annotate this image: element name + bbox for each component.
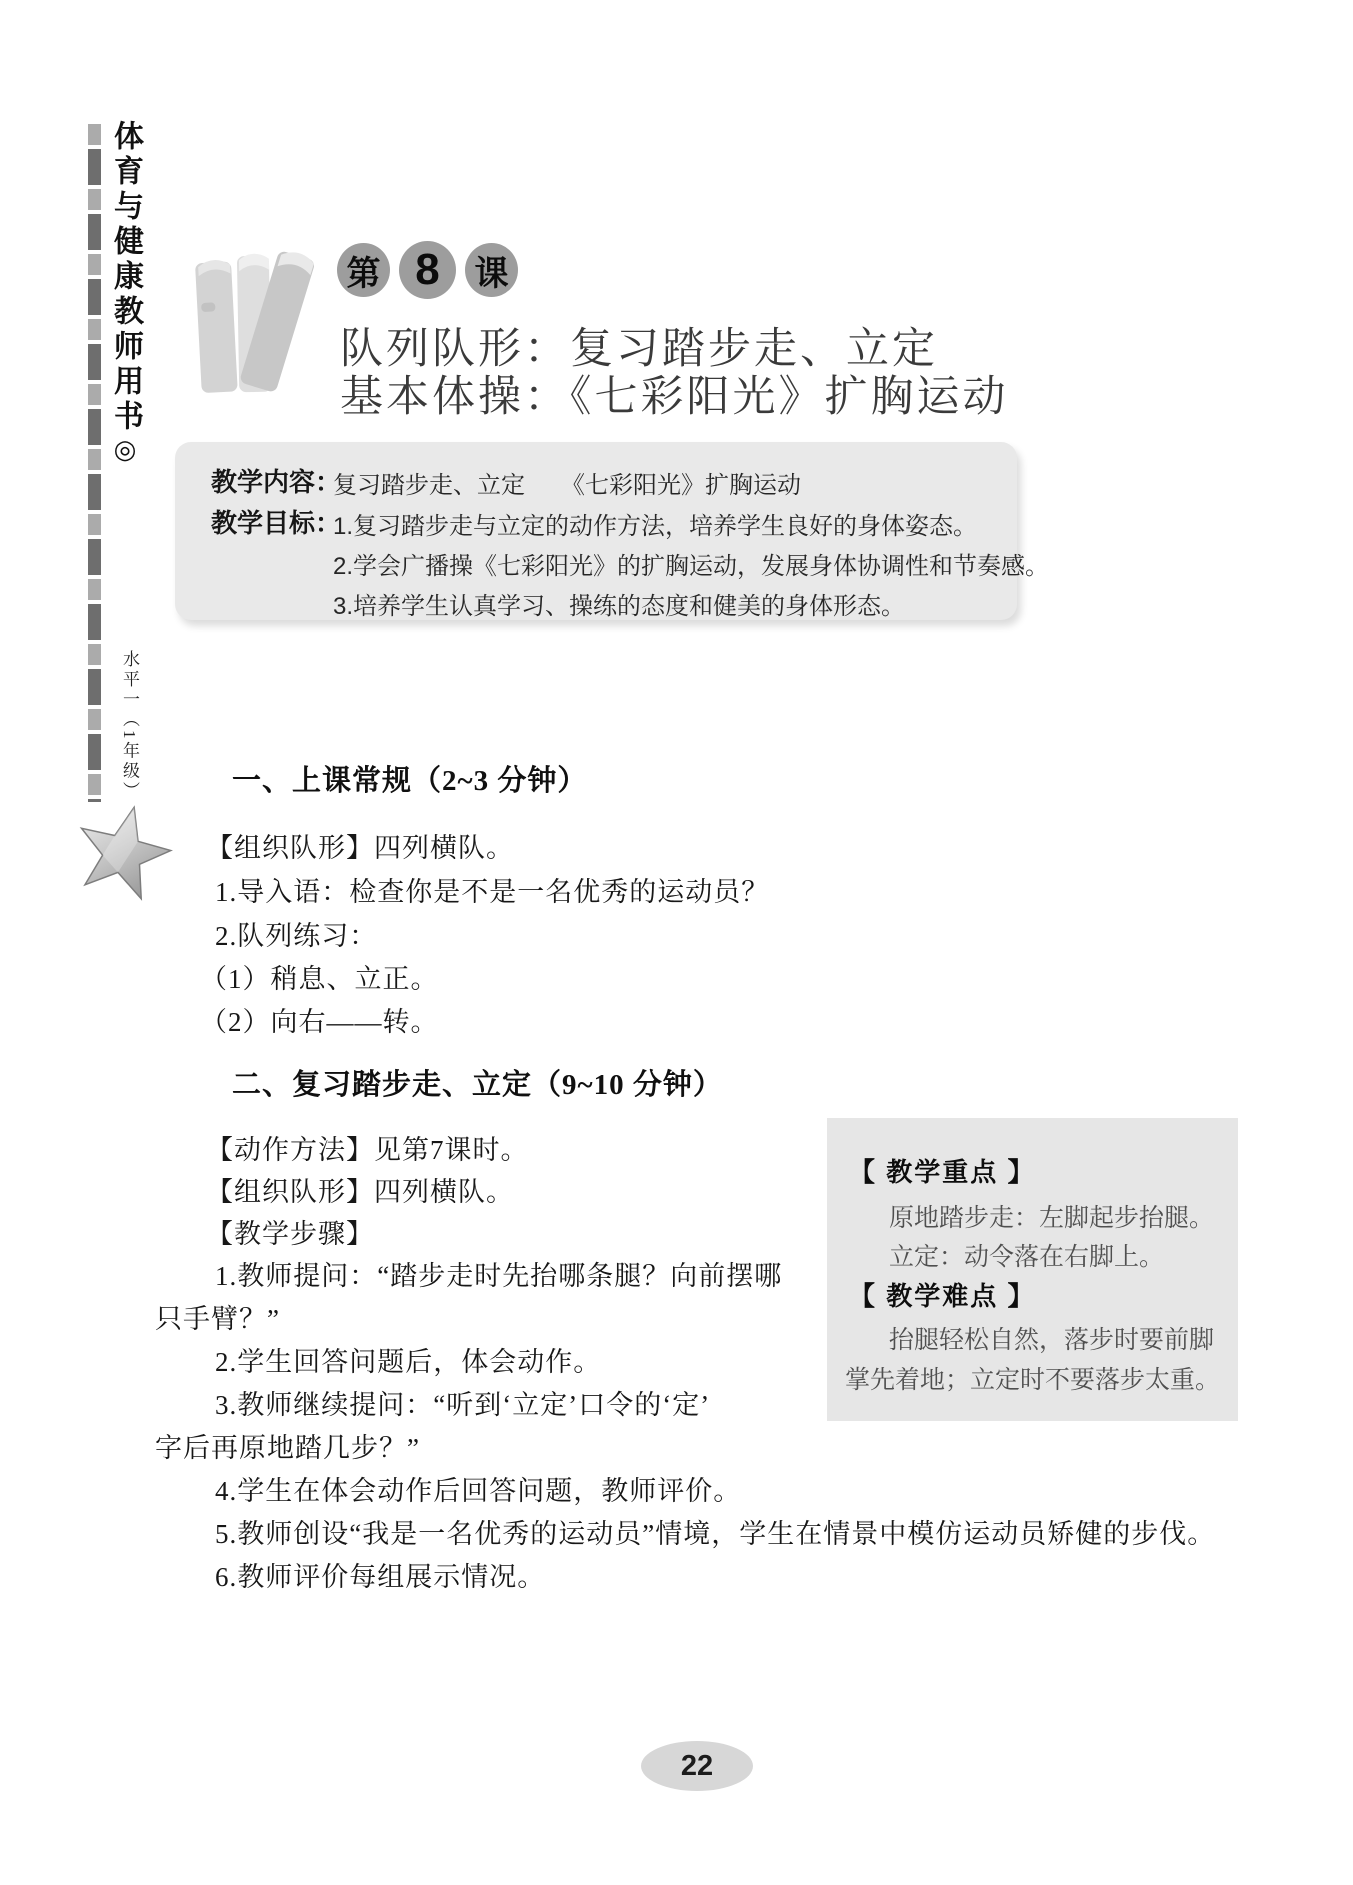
badge-number-circle: 8 — [399, 241, 456, 299]
series-mark: ◎ — [111, 435, 140, 470]
dashed-margin-bar — [88, 124, 101, 802]
objective-label: 教学目标： — [211, 508, 342, 538]
section2-line: 6.教师评价每组展示情况。 — [215, 1562, 546, 1592]
focus-heading: 【 教学重点 】 — [849, 1157, 1036, 1187]
badge-prefix-circle: 第 — [337, 243, 390, 297]
section1-line: （1）稍息、立正。 — [200, 964, 439, 994]
difficulty-line: 掌先着地；立定时不要落步太重。 — [845, 1366, 1221, 1394]
focus-line: 原地踏步走：左脚起步抬腿。 — [889, 1204, 1215, 1232]
section2-line: 只手臂？” — [155, 1304, 280, 1334]
section2-line: 【教学步骤】 — [206, 1219, 374, 1249]
content-label: 教学内容： — [211, 467, 342, 497]
lesson-title-line1: 队列队形：复习踏步走、立定 — [340, 325, 938, 373]
lesson-number-badge — [337, 241, 518, 299]
focus-line: 立定：动令落在右脚上。 — [889, 1243, 1165, 1271]
section2-line: 3.教师继续提问：“听到‘立定’口令的‘定’ — [215, 1390, 711, 1420]
objective-line-2: 2.学会广播操《七彩阳光》的扩胸运动，发展身体协调性和节奏感。 — [333, 553, 1050, 580]
star-icon — [68, 800, 178, 905]
difficulty-heading: 【 教学难点 】 — [849, 1281, 1036, 1311]
series-title-vertical — [103, 120, 147, 470]
section1-line: 【组织队形】四列横队。 — [206, 833, 514, 863]
section2-heading: 二、复习踏步走、立定（9~10 分钟） — [232, 1069, 723, 1101]
section2-line: 2.学生回答问题后，体会动作。 — [215, 1347, 602, 1377]
section2-line: 【动作方法】见第7课时。 — [206, 1135, 529, 1165]
section2-line: 1.教师提问：“踏步走时先抬哪条腿？向前摆哪 — [215, 1261, 783, 1291]
objective-line-1: 1.复习踏步走与立定的动作方法，培养学生良好的身体姿态。 — [333, 513, 978, 540]
lesson-title-line2: 基本体操：《七彩阳光》扩胸运动 — [340, 373, 1009, 421]
section2-line: 【组织队形】四列横队。 — [206, 1177, 514, 1207]
section2-line: 字后再原地踏几步？” — [155, 1433, 420, 1463]
books-icon — [192, 240, 342, 395]
content-text: 复习踏步走、立定 《七彩阳光》扩胸运动 — [333, 472, 801, 499]
section2-line: 5.教师创设“我是一名优秀的运动员”情境，学生在情景中模仿运动员矫健的步伐。 — [215, 1519, 1216, 1549]
teaching-overview-box — [175, 442, 1050, 620]
level-label-vertical: 水平一（1年级） — [120, 650, 139, 802]
section1-line: 1.导入语：检查你是不是一名优秀的运动员？ — [215, 877, 770, 907]
series-title-text: 体育与健康教师用书 — [109, 120, 142, 435]
difficulty-line: 抬腿轻松自然，落步时要前脚 — [889, 1326, 1215, 1354]
section1-heading: 一、上课常规（2~3 分钟） — [232, 765, 588, 797]
objective-line-3: 3.培养学生认真学习、操练的态度和健美的身体形态。 — [333, 593, 906, 620]
key-points-box — [827, 1118, 1238, 1421]
section2-line: 4.学生在体会动作后回答问题，教师评价。 — [215, 1476, 742, 1506]
section1-line: （2）向右——转。 — [200, 1007, 439, 1037]
section1-line: 2.队列练习： — [215, 921, 378, 951]
badge-suffix-circle: 课 — [465, 243, 518, 297]
page-number: 22 — [641, 1741, 753, 1791]
